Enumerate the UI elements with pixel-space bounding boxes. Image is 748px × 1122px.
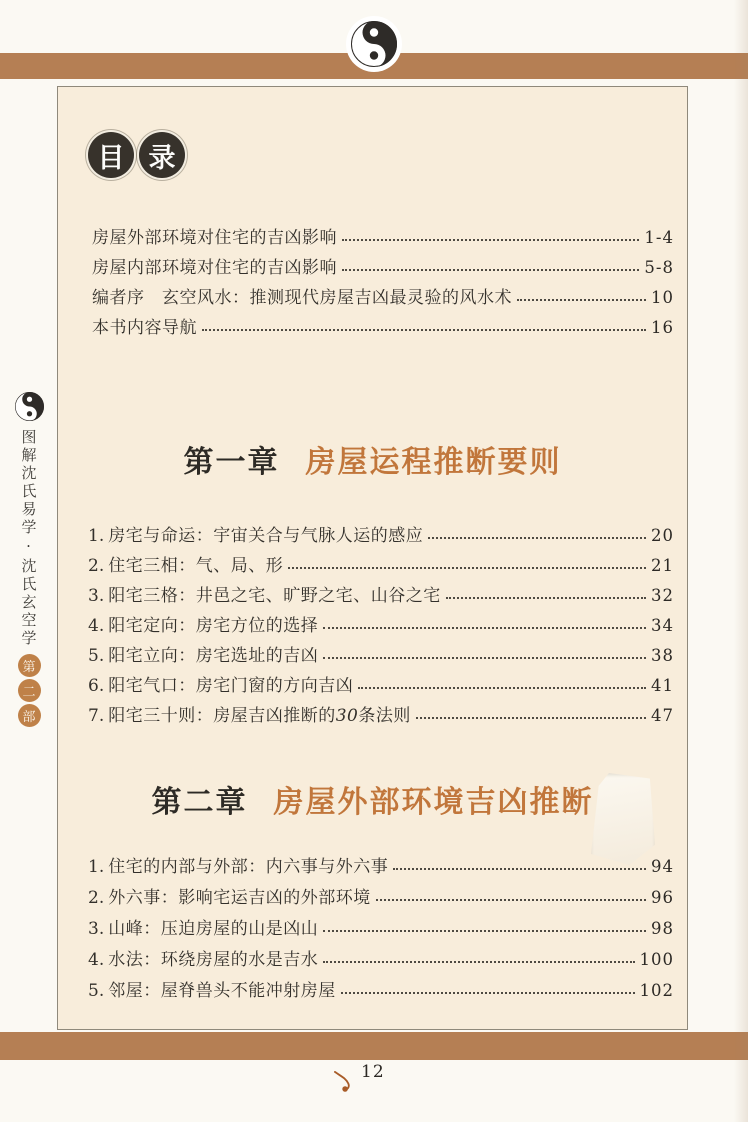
toc-entry [88,253,674,283]
toc-entry-number: 4. [88,950,105,970]
series-title: 图解沈氏易学·沈氏玄空学 [19,429,38,648]
toc-badge-char: 目 [88,132,134,178]
toc-entry [88,671,674,701]
dot-leader [323,627,646,629]
toc-entry-title: 房宅与命运：宇宙关合与气脉人运的感应 [108,526,424,546]
toc-entry [88,551,674,581]
toc-entry-page: 94 [651,857,674,876]
toc-entry-page: 10 [651,288,674,307]
toc-entry [88,975,674,1006]
toc-entry-number: 3. [88,586,105,606]
toc-entry-page: 100 [639,950,674,969]
dot-leader [202,329,646,331]
toc-entry-page: 96 [651,888,674,907]
dot-leader [393,868,646,870]
toc-entry-number: 7. [88,706,105,726]
dot-leader [342,239,639,241]
toc-entry-title: 阳宅气口：房宅门窗的方向吉凶 [108,676,354,696]
toc-title-badge [88,132,185,178]
toc-entry-page: 1-4 [644,228,674,247]
toc-entry-title: 水法：环绕房屋的水是吉水 [108,950,319,970]
scan-edge-shadow [734,0,748,1122]
toc-entry-page: 16 [651,318,674,337]
toc-entry-number: 2. [88,556,105,576]
chapter-title: 房屋运程推断要则 [305,445,562,480]
toc-badge-char: 录 [139,132,185,178]
chapter-number: 第一章 [183,445,280,480]
toc-entry-page: 47 [651,706,674,725]
toc-entry-title: 邻屋：屋脊兽头不能冲射房屋 [108,981,336,1001]
toc-entry [88,913,674,944]
chapter-title: 房屋外部环境吉凶推断 [273,785,594,820]
chapter-2-heading [58,777,687,821]
toc-entry-page: 102 [639,981,674,1000]
toc-entry-number: 2. [88,888,105,908]
toc-entry [88,581,674,611]
toc-entry-page: 20 [651,526,674,545]
content-page-panel [57,86,688,1030]
dot-leader [446,597,646,599]
toc-entry-title: 阳宅三十则：房屋吉凶推断的30条法则 [108,706,411,726]
dot-leader [358,687,646,689]
page-footer [334,1060,385,1097]
toc-entry [88,701,674,731]
front-matter-list [88,223,674,343]
yinyang-icon-small [15,392,44,421]
yinyang-icon [346,16,402,72]
toc-entry-page: 34 [651,616,674,635]
volume-badge-char: 二 [18,679,41,702]
toc-entry-page: 21 [651,556,674,575]
volume-badge [18,654,41,727]
toc-entry-title: 本书内容导航 [92,318,197,338]
dot-leader [323,930,646,932]
toc-entry-number: 3. [88,919,105,939]
toc-entry-title: 房屋外部环境对住宅的吉凶影响 [92,228,337,248]
volume-badge-char: 第 [18,654,41,677]
chapter-2-list [88,851,674,1006]
toc-entry-title: 山峰：压迫房屋的山是凶山 [108,919,319,939]
toc-entry [88,313,674,343]
toc-entry-number: 1. [88,857,105,877]
toc-entry-page: 38 [651,646,674,665]
chapter-1-list [88,521,674,731]
volume-badge-char: 部 [18,704,41,727]
toc-entry-page: 98 [651,919,674,938]
toc-entry-title: 阳宅定向：房宅方位的选择 [108,616,319,636]
flourish-icon [334,1069,358,1097]
toc-entry-title: 编者序 玄空风水：推测现代房屋吉凶最灵验的风水术 [92,288,512,308]
dot-leader [428,537,646,539]
toc-entry-title: 住宅的内部与外部：内六事与外六事 [108,857,389,877]
toc-entry-page: 32 [651,586,674,605]
toc-entry [88,641,674,671]
toc-entry-number: 5. [88,981,105,1001]
dot-leader [323,961,634,963]
toc-entry-number: 6. [88,676,105,696]
toc-entry [88,521,674,551]
dot-leader [323,657,646,659]
toc-entry-title: 房屋内部环境对住宅的吉凶影响 [92,258,337,278]
toc-entry [88,611,674,641]
dot-leader [288,567,646,569]
toc-entry-page: 41 [651,676,674,695]
toc-entry [88,851,674,882]
toc-entry [88,882,674,913]
toc-entry-page: 5-8 [644,258,674,277]
toc-entry [88,223,674,253]
dot-leader [517,299,646,301]
sidebar [9,392,49,727]
chapter-1-heading [58,437,687,481]
toc-entry [88,944,674,975]
toc-entry-title: 阳宅三格：井邑之宅、旷野之宅、山谷之宅 [108,586,441,606]
dot-leader [342,269,639,271]
toc-entry-number: 1. [88,526,105,546]
chapter-number: 第二章 [151,785,248,820]
toc-entry-number: 4. [88,616,105,636]
dot-leader [416,717,646,719]
dot-leader [376,899,646,901]
toc-entry-title: 住宅三相：气、局、形 [108,556,284,576]
toc-entry [88,283,674,313]
dot-leader [341,992,635,994]
toc-entry-title: 阳宅立向：房宅选址的吉凶 [108,646,319,666]
toc-entry-number: 5. [88,646,105,666]
toc-entry-title: 外六事：影响宅运吉凶的外部环境 [108,888,371,908]
folio-number: 12 [361,1062,385,1082]
yinyang-icon-large [351,21,397,67]
bottom-divider-bar [0,1032,748,1060]
